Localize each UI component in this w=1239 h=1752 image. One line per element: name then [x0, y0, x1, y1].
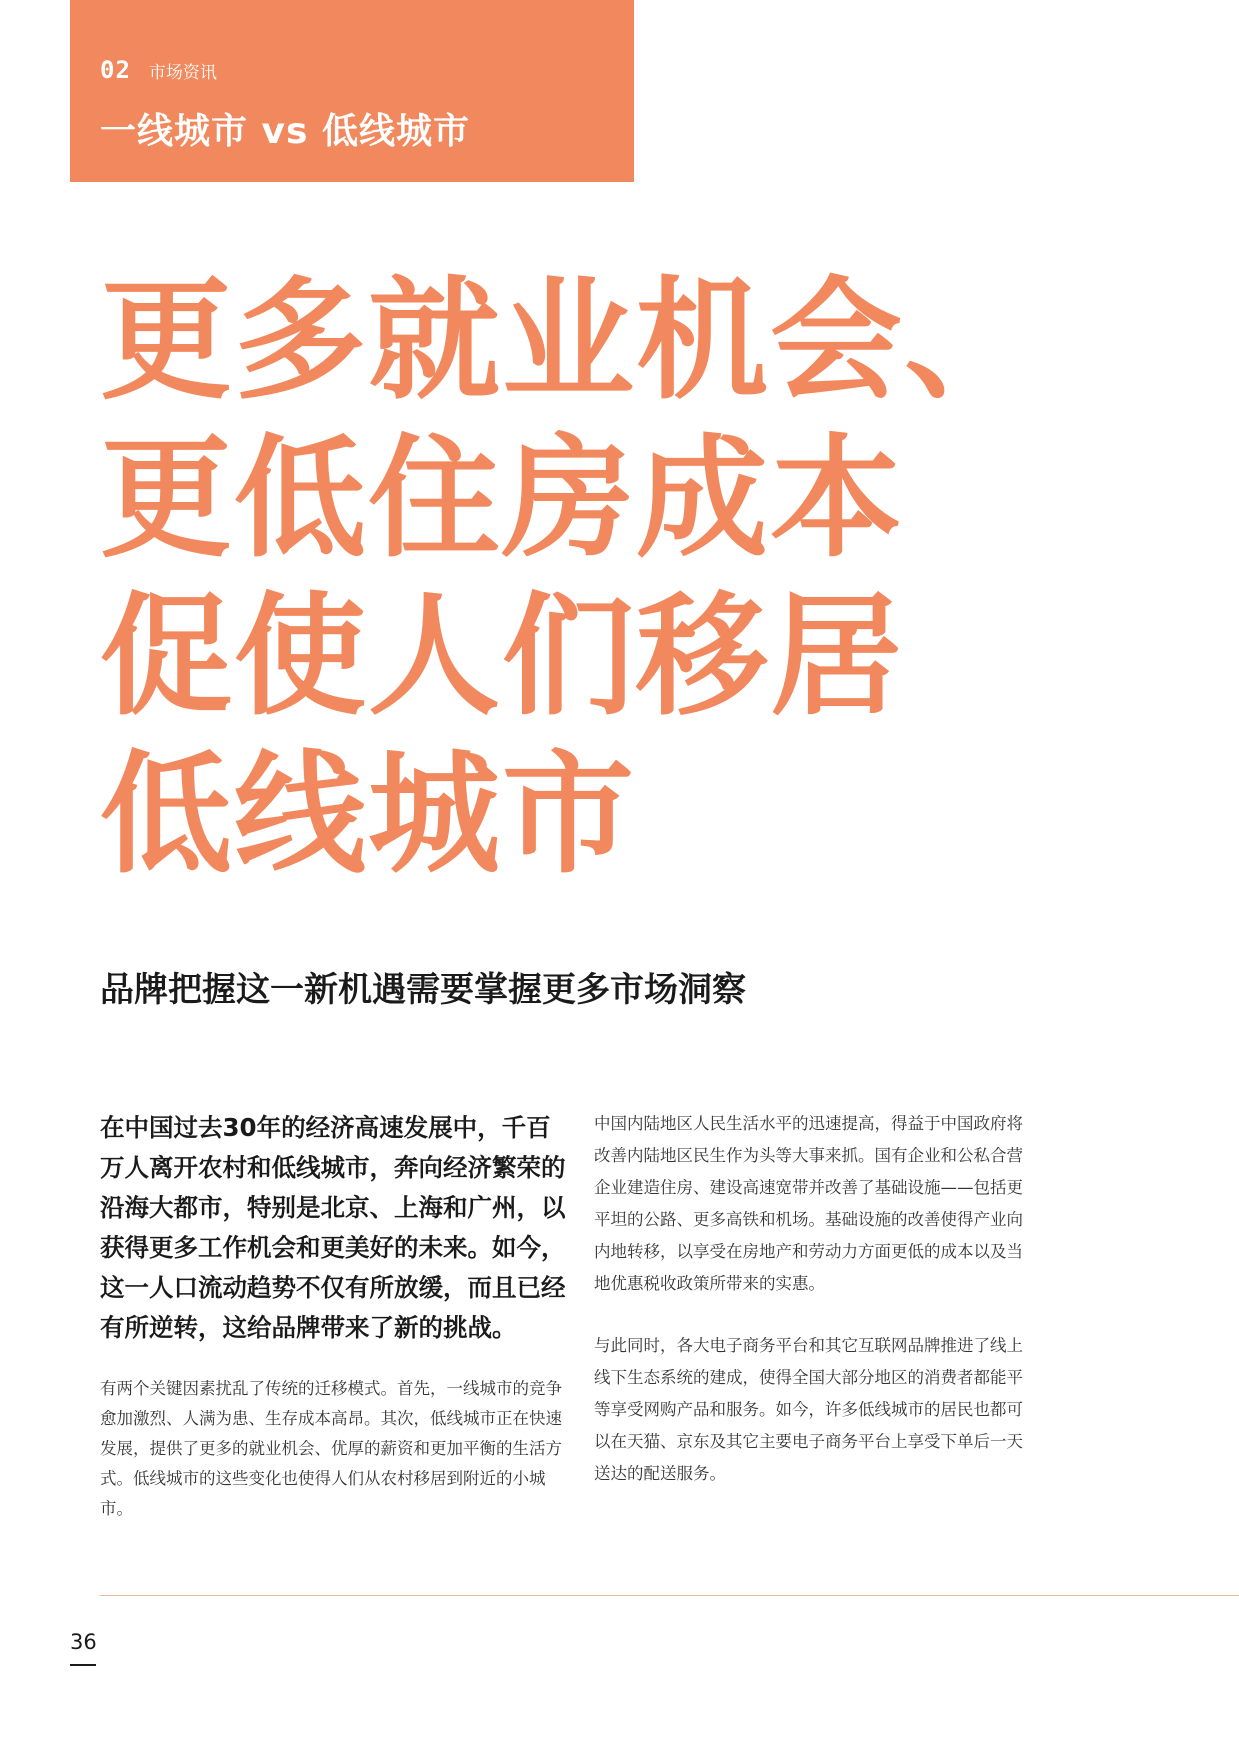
section-name: 市场资讯 — [148, 63, 217, 83]
page-number-underline — [70, 1664, 96, 1666]
headline-line-4: 低线城市 — [100, 738, 636, 892]
section-number: 02 — [100, 56, 131, 84]
lead-paragraph: 在中国过去30年的经济高速发展中，千百万人离开农村和低线城市，奔向经济繁荣的沿海大都市，特别是北京、上海和广州，以获得更多工作机会和更美好的未来。如今，这一人口流动趋势不仅有所放缓，而且已经有所逆转，这给品牌带来了新的挑战。 — [100, 1113, 566, 1342]
left-column — [100, 1108, 570, 1524]
section-title: 一线城市 vs 低线城市 — [100, 111, 470, 152]
footer-divider — [100, 1595, 1239, 1596]
headline-line-3: 促使人们移居 — [100, 580, 904, 734]
right-column — [594, 1108, 1030, 1490]
subheading: 品牌把握这一新机遇需要掌握更多市场洞察 — [100, 970, 746, 1010]
section-header-block — [70, 0, 634, 182]
section-label — [100, 56, 217, 84]
headline — [100, 262, 1038, 894]
headline-line-1: 更多就业机会、 — [100, 264, 1038, 418]
headline-line-2: 更低住房成本 — [100, 422, 904, 576]
body-paragraph-right-2: 与此同时，各大电子商务平台和其它互联网品牌推进了线上线下生态系统的建成，使得全国大部分地区的消费者都能平等享受网购产品和服务。如今，许多低线城市的居民也都可以在天猫、京东及其它主要电子商务平台上享受下单后一天送达的配送服务。 — [594, 1336, 1023, 1483]
page-number: 36 — [70, 1630, 97, 1654]
body-paragraph-left: 有两个关键因素扰乱了传统的迁移模式。首先，一线城市的竞争愈加激烈、人满为患、生存成本高昂。其次，低线城市正在快速发展，提供了更多的就业机会、优厚的薪资和更加平衡的生活方式。低线城市的这些变化也使得人们从农村移居到附近的小城市。 — [100, 1379, 562, 1518]
body-paragraph-right-1: 中国内陆地区人民生活水平的迅速提高，得益于中国政府将改善内陆地区民生作为头等大事来抓。国有企业和公私合营企业建造住房、建设高速宽带并改善了基础设施——包括更平坦的公路、更多高铁和机场。基础设施的改善使得产业向内地转移，以享受在房地产和劳动力方面更低的成本以及当地优惠税收政策所带来的实惠。 — [594, 1114, 1023, 1293]
